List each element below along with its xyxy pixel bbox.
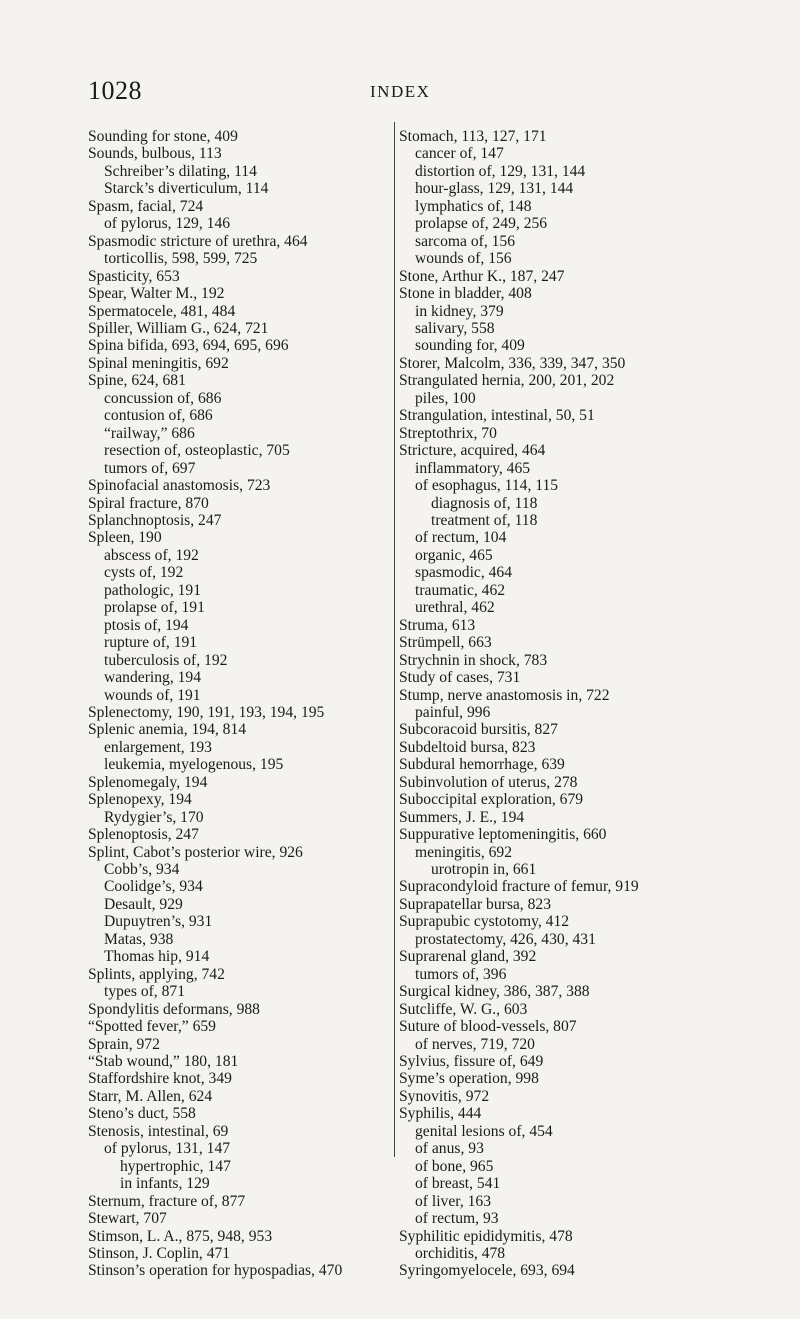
index-entry: Spear, Walter M., 192 xyxy=(88,285,225,303)
index-entry: Sylvius, fissure of, 649 xyxy=(399,1053,544,1071)
index-entry: Stenosis, intestinal, 69 xyxy=(88,1122,229,1140)
index-entry: Spine, 624, 681 xyxy=(88,372,186,390)
index-entry: Splenic anemia, 194, 814 xyxy=(88,721,247,739)
index-entry: pathologic, 191 xyxy=(104,581,202,599)
index-entry: orchiditis, 478 xyxy=(415,1245,506,1262)
index-entry: organic, 465 xyxy=(415,546,493,564)
index-entry: genital lesions of, 454 xyxy=(415,1122,553,1140)
index-entry: Syphilis, 444 xyxy=(399,1105,482,1123)
index-entry: Steno’s duct, 558 xyxy=(88,1105,196,1123)
index-entry: of bone, 965 xyxy=(415,1157,494,1175)
index-entry: Syringomyelocele, 693, 694 xyxy=(399,1262,575,1280)
index-entry: piles, 100 xyxy=(415,389,476,407)
index-entry: Splenectomy, 190, 191, 193, 194, 195 xyxy=(88,703,325,721)
index-entry: enlargement, 193 xyxy=(104,738,212,756)
index-entry: hour-glass, 129, 131, 144 xyxy=(415,180,574,198)
index-entry: Summers, J. E., 194 xyxy=(399,808,525,826)
index-entry: of esophagus, 114, 115 xyxy=(415,477,559,495)
index-entry: of anus, 93 xyxy=(415,1140,484,1158)
index-entry: concussion of, 686 xyxy=(104,389,222,407)
index-entry: Spinal meningitis, 692 xyxy=(88,354,229,372)
index-entry: “railway,” 686 xyxy=(104,424,195,442)
index-entry: urotropin in, 661 xyxy=(431,861,537,879)
index-entry: Streptothrix, 70 xyxy=(399,424,497,442)
index-entry: tumors of, 396 xyxy=(415,965,507,983)
index-entry: Suprarenal gland, 392 xyxy=(399,948,537,966)
index-entry: resection of, osteoplastic, 705 xyxy=(104,442,290,460)
index-entry: Splint, Cabot’s posterior wire, 926 xyxy=(88,843,303,861)
index-entry: Rydygier’s, 170 xyxy=(104,808,204,826)
index-entry: cysts of, 192 xyxy=(104,564,184,582)
index-entry: Stump, nerve anastomosis in, 722 xyxy=(399,686,610,704)
index-entry: painful, 996 xyxy=(415,703,491,721)
index-entry: Subinvolution of uterus, 278 xyxy=(399,773,578,791)
index-entry: leukemia, myelogenous, 195 xyxy=(104,756,284,774)
index-entry: Spinofacial anastomosis, 723 xyxy=(88,477,271,495)
index-entry: Strangulated hernia, 200, 201, 202 xyxy=(399,372,615,390)
index-entry: prolapse of, 249, 256 xyxy=(415,215,548,233)
index-entry: diagnosis of, 118 xyxy=(431,494,538,512)
index-entry: cancer of, 147 xyxy=(415,145,504,163)
index-entry: Schreiber’s dilating, 114 xyxy=(104,162,257,180)
index-entry: Sounding for stone, 409 xyxy=(88,128,238,145)
index-entry: Stone in bladder, 408 xyxy=(399,285,532,303)
index-entry: Thomas hip, 914 xyxy=(104,948,210,966)
index-entry: Splenopexy, 194 xyxy=(88,791,192,809)
index-entry: Stricture, acquired, 464 xyxy=(399,442,546,460)
index-entry: wounds of, 156 xyxy=(415,250,512,268)
index-entry: Spasmodic stricture of urethra, 464 xyxy=(88,232,308,250)
index-entry: meningitis, 692 xyxy=(415,843,513,861)
index-entry: Supracondyloid fracture of femur, 919 xyxy=(399,878,639,896)
index-entry: Spiral fracture, 870 xyxy=(88,494,209,512)
index-entry: Sprain, 972 xyxy=(88,1035,160,1053)
index-entry: Cobb’s, 934 xyxy=(104,861,180,879)
index-entry: Spermatocele, 481, 484 xyxy=(88,302,236,320)
index-column-left xyxy=(88,128,393,1280)
index-entry: Storer, Malcolm, 336, 339, 347, 350 xyxy=(399,354,626,372)
index-entry: Stone, Arthur K., 187, 247 xyxy=(399,267,565,285)
index-entry: Spina bifida, 693, 694, 695, 696 xyxy=(88,337,289,355)
page-title: INDEX xyxy=(370,82,431,101)
index-entry: of rectum, 93 xyxy=(415,1210,499,1228)
index-entry: Subcoracoid bursitis, 827 xyxy=(399,721,558,739)
index-entry: of liver, 163 xyxy=(415,1192,492,1210)
index-entry: of pylorus, 129, 146 xyxy=(104,215,231,233)
index-entry: Stimson, L. A., 875, 948, 953 xyxy=(88,1227,273,1245)
index-entry: Splints, applying, 742 xyxy=(88,965,225,983)
index-entry: Spondylitis deformans, 988 xyxy=(88,1000,260,1018)
index-entry: Strychnin in shock, 783 xyxy=(399,651,548,669)
index-entry: Dupuytren’s, 931 xyxy=(104,913,213,931)
index-entry: Stinson’s operation for hypospadias, 470 xyxy=(88,1262,343,1280)
index-entry: Syme’s operation, 998 xyxy=(399,1070,539,1088)
index-entry: Spiller, William G., 624, 721 xyxy=(88,319,269,337)
index-entry: Splenomegaly, 194 xyxy=(88,773,208,791)
index-entry: prostatectomy, 426, 430, 431 xyxy=(415,930,596,948)
index-entry: wounds of, 191 xyxy=(104,686,201,704)
column-divider xyxy=(394,122,395,1157)
index-entry: Strümpell, 663 xyxy=(399,634,492,652)
index-entry: Staffordshire knot, 349 xyxy=(88,1070,232,1088)
index-entry: lymphatics of, 148 xyxy=(415,197,532,215)
index-entry: of nerves, 719, 720 xyxy=(415,1035,535,1053)
index-entry: Desault, 929 xyxy=(104,895,183,913)
index-entry: distortion of, 129, 131, 144 xyxy=(415,162,586,180)
index-entry: types of, 871 xyxy=(104,983,185,1001)
index-entry: Suprapubic cystotomy, 412 xyxy=(399,913,570,931)
index-entry: Stinson, J. Coplin, 471 xyxy=(88,1245,231,1262)
index-entry: salivary, 558 xyxy=(415,319,495,337)
index-entry: traumatic, 462 xyxy=(415,581,506,599)
index-entry: Strangulation, intestinal, 50, 51 xyxy=(399,407,595,425)
index-entry: in kidney, 379 xyxy=(415,302,504,320)
index-entry: Suppurative leptomeningitis, 660 xyxy=(399,826,607,844)
index-entry: contusion of, 686 xyxy=(104,407,213,425)
index-entry: torticollis, 598, 599, 725 xyxy=(104,250,258,268)
index-entry: Struma, 613 xyxy=(399,616,476,634)
index-entry: Subdural hemorrhage, 639 xyxy=(399,756,565,774)
index-entry: Starr, M. Allen, 624 xyxy=(88,1087,213,1105)
index-entry: rupture of, 191 xyxy=(104,634,198,652)
index-entry: Surgical kidney, 386, 387, 388 xyxy=(399,983,590,1001)
index-entry: of pylorus, 131, 147 xyxy=(104,1140,231,1158)
index-entry: spasmodic, 464 xyxy=(415,564,513,582)
index-entry: Suboccipital exploration, 679 xyxy=(399,791,584,809)
index-entry: wandering, 194 xyxy=(104,669,202,687)
index-entry: Sternum, fracture of, 877 xyxy=(88,1192,246,1210)
index-entry: Syphilitic epididymitis, 478 xyxy=(399,1227,573,1245)
index-entry: Stewart, 707 xyxy=(88,1210,167,1228)
index-entry: “Spotted fever,” 659 xyxy=(88,1018,216,1036)
index-entry: urethral, 462 xyxy=(415,599,495,617)
index-entry: Stomach, 113, 127, 171 xyxy=(399,128,547,145)
index-entry: Subdeltoid bursa, 823 xyxy=(399,738,536,756)
index-entry: prolapse of, 191 xyxy=(104,599,205,617)
index-entry: tuberculosis of, 192 xyxy=(104,651,228,669)
index-entry: “Stab wound,” 180, 181 xyxy=(88,1053,239,1071)
index-entry: Matas, 938 xyxy=(104,930,174,948)
index-entry: Spasticity, 653 xyxy=(88,267,180,285)
index-entry: Coolidge’s, 934 xyxy=(104,878,203,896)
index-entry: treatment of, 118 xyxy=(431,511,538,529)
index-entry: Starck’s diverticulum, 114 xyxy=(104,180,269,198)
index-entry: inflammatory, 465 xyxy=(415,459,531,477)
index-entry: Suture of blood-vessels, 807 xyxy=(399,1018,577,1036)
index-column-right xyxy=(399,128,744,1280)
index-entry: Sutcliffe, W. G., 603 xyxy=(399,1000,528,1018)
index-entry: of breast, 541 xyxy=(415,1175,501,1193)
index-entry: Suprapatellar bursa, 823 xyxy=(399,895,551,913)
index-entry: Study of cases, 731 xyxy=(399,669,521,687)
index-entry: Splenoptosis, 247 xyxy=(88,826,199,844)
index-entry: in infants, 129 xyxy=(120,1175,210,1193)
index-entry: Splanchnoptosis, 247 xyxy=(88,511,222,529)
page-number: 1028 xyxy=(88,76,142,105)
index-entry: abscess of, 192 xyxy=(104,546,199,564)
index-entry: of rectum, 104 xyxy=(415,529,507,547)
index-entry: Synovitis, 972 xyxy=(399,1087,490,1105)
index-entry: sarcoma of, 156 xyxy=(415,232,516,250)
index-entry: Spleen, 190 xyxy=(88,529,162,547)
index-entry: Sounds, bulbous, 113 xyxy=(88,145,222,163)
index-entry: hypertrophic, 147 xyxy=(120,1157,231,1175)
index-entry: tumors of, 697 xyxy=(104,459,196,477)
index-entry: ptosis of, 194 xyxy=(104,616,189,634)
index-entry: Spasm, facial, 724 xyxy=(88,197,204,215)
index-entry: sounding for, 409 xyxy=(415,337,525,355)
